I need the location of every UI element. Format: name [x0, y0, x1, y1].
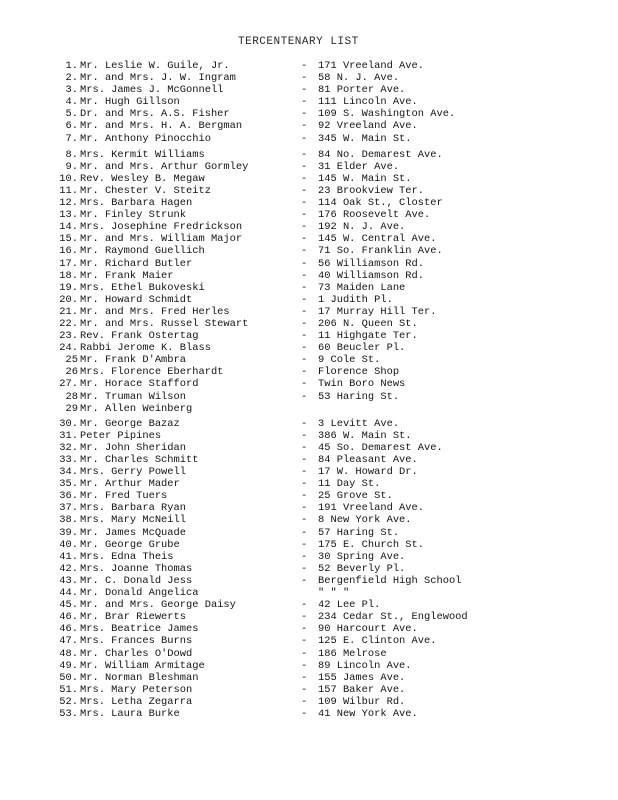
entry-name: Mr. and Mrs. Fred Herles: [80, 305, 230, 318]
list-item: [0, 418, 618, 430]
entry-address: 125 E. Clinton Ave.: [318, 635, 437, 648]
entry-name: Mr. Chester V. Steitz: [80, 184, 211, 197]
entry-number: 33.: [59, 454, 78, 466]
entry-number: 49.: [59, 659, 78, 672]
entry-number: 8.: [65, 148, 78, 161]
entry-name: Mrs. Florence Eberhardt: [80, 366, 224, 379]
entry-name: Mrs. Mary Peterson: [80, 683, 193, 696]
entry-dash: -: [301, 429, 308, 442]
list-item: [0, 611, 618, 623]
entry-address: 145 W. Central Ave.: [318, 233, 437, 246]
entry-address: 92 Vreeland Ave.: [318, 120, 418, 133]
entry-dash: -: [301, 330, 308, 343]
entry-number: 19.: [59, 281, 78, 294]
entry-number: 5.: [65, 108, 78, 121]
list-item: [0, 221, 618, 233]
entry-address: 145 W. Main St.: [318, 172, 412, 185]
entry-dash: -: [301, 390, 308, 403]
entry-dash: -: [301, 132, 308, 145]
entry-address: 71 So. Franklin Ave.: [318, 245, 443, 258]
entry-number: 53.: [59, 707, 78, 720]
entry-number: 26: [65, 366, 78, 379]
list-item: [0, 696, 618, 708]
entry-address: 109 S. Washington Ave.: [318, 108, 456, 121]
list-item: [0, 466, 618, 478]
list-item: [0, 403, 618, 415]
entry-number: 15.: [59, 233, 78, 246]
entry-number: 18.: [59, 269, 78, 282]
entry-dash: -: [301, 574, 308, 587]
entry-address: 57 Haring St.: [318, 526, 400, 539]
entry-name: Mr. George Bazaz: [80, 417, 180, 430]
entry-dash: -: [301, 526, 308, 539]
list-item: [0, 282, 618, 294]
entry-name: Mr. William Armitage: [80, 659, 205, 672]
list-item: [0, 391, 618, 403]
tercentenary-list: [0, 60, 618, 720]
list-item: [0, 161, 618, 173]
entry-number: 29: [65, 402, 78, 415]
entry-number: 13.: [59, 209, 78, 222]
list-item: [0, 318, 618, 330]
entry-address: 17 W. Howard Dr.: [318, 466, 418, 479]
entry-dash: -: [301, 160, 308, 173]
entry-number: 44.: [59, 587, 78, 600]
entry-address: 1 Judith Pl.: [318, 293, 393, 306]
entry-name: Mr. Truman Wilson: [80, 390, 187, 403]
entry-address: 25 Grove St.: [318, 490, 393, 503]
entry-number: 20.: [59, 293, 78, 306]
entry-address: 17 Murray Hill Ter.: [318, 305, 437, 318]
entry-dash: -: [301, 342, 308, 355]
entry-address: 109 Wilbur Rd.: [318, 695, 406, 708]
entry-address: 60 Beucler Pl.: [318, 342, 406, 355]
list-item: [0, 330, 618, 342]
entry-dash: -: [301, 172, 308, 185]
list-item: [0, 490, 618, 502]
entry-address: " " ": [318, 587, 350, 600]
list-item: [0, 209, 618, 221]
entry-address: Florence Shop: [318, 366, 400, 379]
entry-address: 42 Lee Pl.: [318, 599, 381, 612]
list-item: [0, 442, 618, 454]
entry-name: Mr. Brar Riewerts: [80, 611, 187, 624]
entry-address: Bergenfield High School: [318, 574, 462, 587]
entry-dash: -: [301, 221, 308, 234]
list-item: [0, 587, 618, 599]
entry-address: 9 Cole St.: [318, 354, 381, 367]
list-item: [0, 133, 618, 145]
entry-name: Rev. Frank Ostertag: [80, 330, 199, 343]
list-item: [0, 623, 618, 635]
entry-dash: -: [301, 209, 308, 222]
entry-number: 23.: [59, 330, 78, 343]
entry-address: 386 W. Main St.: [318, 429, 412, 442]
entry-dash: -: [301, 233, 308, 246]
entry-number: 40.: [59, 538, 78, 551]
entry-name: Mr. Charles O'Dowd: [80, 647, 193, 660]
entry-address: 11 Day St.: [318, 478, 381, 491]
entry-name: Mr. Finley Strunk: [80, 209, 187, 222]
entry-name: Mr. Horace Stafford: [80, 378, 199, 391]
entry-number: 25: [65, 354, 78, 367]
entry-number: 45.: [59, 599, 78, 612]
entry-address: 155 James Ave.: [318, 671, 406, 684]
list-item: [0, 708, 618, 720]
list-item: [0, 354, 618, 366]
entry-address: 52 Beverly Pl.: [318, 562, 406, 575]
entry-dash: -: [301, 84, 308, 97]
entry-address: 176 Roosevelt Ave.: [318, 209, 431, 222]
list-item: [0, 599, 618, 611]
list-item: [0, 245, 618, 257]
entry-number: 14.: [59, 221, 78, 234]
entry-name: Mrs. Mary McNeill: [80, 514, 187, 527]
entry-name: Rev. Wesley B. Megaw: [80, 172, 205, 185]
page-title: TERCENTENARY LIST: [238, 36, 359, 48]
entry-address: 114 Oak St., Closter: [318, 197, 443, 210]
entry-dash: -: [301, 707, 308, 720]
entry-name: Peter Pipines: [80, 429, 162, 442]
entry-name: Mr. and Mrs. Arthur Gormley: [80, 160, 249, 173]
entry-name: Mr. Richard Butler: [80, 257, 193, 270]
entry-dash: -: [301, 281, 308, 294]
list-item: [0, 72, 618, 84]
list-item: [0, 173, 618, 185]
entry-name: Mrs. Laura Burke: [80, 707, 180, 720]
entry-dash: -: [301, 72, 308, 85]
entry-address: 40 Williamson Rd.: [318, 269, 425, 282]
list-item: [0, 684, 618, 696]
entry-name: Mr. and Mrs. George Daisy: [80, 599, 236, 612]
entry-address: 8 New York Ave.: [318, 514, 412, 527]
list-item: [0, 527, 618, 539]
entry-dash: -: [301, 366, 308, 379]
entry-address: 171 Vreeland Ave.: [318, 60, 425, 72]
entry-name: Mr. C. Donald Jess: [80, 574, 193, 587]
entry-number: 36.: [59, 490, 78, 503]
entry-name: Mr. Donald Angelica: [80, 587, 199, 600]
entry-number: 31.: [59, 429, 78, 442]
entry-number: 28: [65, 390, 78, 403]
list-item: [0, 502, 618, 514]
entry-dash: -: [301, 683, 308, 696]
entry-number: 6.: [65, 120, 78, 133]
entry-number: 41.: [59, 550, 78, 563]
list-item: [0, 270, 618, 282]
entry-name: Mr. and Mrs. Russel Stewart: [80, 317, 249, 330]
entry-name: Mrs. Edna Theis: [80, 550, 174, 563]
entry-dash: -: [301, 599, 308, 612]
entry-dash: -: [301, 354, 308, 367]
entry-address: 30 Spring Ave.: [318, 550, 406, 563]
entry-number: 46.: [59, 611, 78, 624]
entry-dash: -: [301, 293, 308, 306]
list-item: [0, 672, 618, 684]
entry-name: Mrs. Letha Zegarra: [80, 695, 193, 708]
entry-dash: -: [301, 305, 308, 318]
entry-address: 206 N. Queen St.: [318, 317, 418, 330]
list-item: [0, 96, 618, 108]
entry-name: Mrs. Barbara Hagen: [80, 197, 193, 210]
entry-number: 38.: [59, 514, 78, 527]
entry-number: 21.: [59, 305, 78, 318]
entry-name: Mrs. Gerry Powell: [80, 466, 187, 479]
list-item: [0, 430, 618, 442]
list-item: [0, 539, 618, 551]
list-item: [0, 294, 618, 306]
entry-name: Mr. and Mrs. H. A. Bergman: [80, 120, 243, 133]
list-item: [0, 185, 618, 197]
entry-name: Mrs. Beatrice James: [80, 623, 199, 636]
entry-number: 39.: [59, 526, 78, 539]
entry-dash: -: [301, 245, 308, 258]
list-item: [0, 635, 618, 647]
entry-name: Mr. Arthur Mader: [80, 478, 180, 491]
entry-number: 35.: [59, 478, 78, 491]
entry-name: Mrs. Josephine Fredrickson: [80, 221, 243, 234]
entry-address: 56 Williamson Rd.: [318, 257, 425, 270]
entry-number: 34.: [59, 466, 78, 479]
list-item: [0, 108, 618, 120]
entry-name: Mr. Raymond Guellich: [80, 245, 205, 258]
entry-number: 43.: [59, 574, 78, 587]
entry-address: 111 Lincoln Ave.: [318, 96, 418, 109]
entry-name: Mr. George Grube: [80, 538, 180, 551]
entry-dash: -: [301, 441, 308, 454]
entry-dash: -: [301, 647, 308, 660]
entry-address: 191 Vreeland Ave.: [318, 502, 425, 515]
entry-name: Mr. Howard Schmidt: [80, 293, 193, 306]
entry-name: Mrs. James J. McGonnell: [80, 84, 224, 97]
entry-dash: -: [301, 635, 308, 648]
entry-number: 27.: [59, 378, 78, 391]
entry-number: 3.: [65, 84, 78, 97]
entry-number: 12.: [59, 197, 78, 210]
entry-name: Mr. Charles Schmitt: [80, 454, 199, 466]
entry-dash: -: [301, 550, 308, 563]
entry-number: 9.: [65, 160, 78, 173]
entry-address: 90 Harcourt Ave.: [318, 623, 418, 636]
entry-number: 47.: [59, 635, 78, 648]
entry-name: Mrs. Ethel Bukoveski: [80, 281, 205, 294]
entry-dash: -: [301, 490, 308, 503]
entry-dash: -: [301, 120, 308, 133]
entry-number: 22.: [59, 317, 78, 330]
entry-dash: -: [301, 257, 308, 270]
entry-address: 73 Maiden Lane: [318, 281, 406, 294]
entry-dash: -: [301, 466, 308, 479]
entry-name: Mr. Hugh Gillson: [80, 96, 180, 109]
entry-number: 16.: [59, 245, 78, 258]
list-item: [0, 149, 618, 161]
entry-dash: -: [301, 184, 308, 197]
entry-name: Mr. Anthony Pinocchio: [80, 132, 211, 145]
entry-number: 37.: [59, 502, 78, 515]
list-item: [0, 233, 618, 245]
entry-address: Twin Boro News: [318, 378, 406, 391]
entry-name: Mrs. Barbara Ryan: [80, 502, 187, 515]
entry-number: 1.: [65, 60, 78, 72]
entry-dash: -: [301, 148, 308, 161]
entry-address: 23 Brookview Ter.: [318, 184, 425, 197]
entry-number: 32.: [59, 441, 78, 454]
list-item: [0, 84, 618, 96]
entry-name: Mr. Allen Weinberg: [80, 402, 193, 415]
entry-address: 186 Melrose: [318, 647, 387, 660]
list-item: [0, 551, 618, 563]
entry-dash: -: [301, 378, 308, 391]
entry-number: 24.: [59, 342, 78, 355]
entry-dash: -: [301, 417, 308, 430]
entry-number: 11.: [59, 184, 78, 197]
entry-dash: -: [301, 96, 308, 109]
entry-name: Mrs. Frances Burns: [80, 635, 193, 648]
list-item: [0, 575, 618, 587]
entry-address: 175 E. Church St.: [318, 538, 425, 551]
entry-name: Mr. Frank D'Ambra: [80, 354, 187, 367]
list-item: [0, 197, 618, 209]
entry-dash: -: [301, 659, 308, 672]
entry-dash: -: [301, 478, 308, 491]
list-item: [0, 120, 618, 132]
entry-number: 52.: [59, 695, 78, 708]
entry-address: 3 Levitt Ave.: [318, 417, 400, 430]
list-item: [0, 378, 618, 390]
entry-dash: -: [301, 611, 308, 624]
entry-address: 53 Haring St.: [318, 390, 400, 403]
list-item: [0, 648, 618, 660]
entry-name: Mr. Norman Bleshman: [80, 671, 199, 684]
entry-address: 81 Porter Ave.: [318, 84, 406, 97]
entry-name: Dr. and Mrs. A.S. Fisher: [80, 108, 230, 121]
entry-number: 7.: [65, 132, 78, 145]
entry-name: Mrs. Joanne Thomas: [80, 562, 193, 575]
entry-dash: -: [301, 269, 308, 282]
entry-number: 17.: [59, 257, 78, 270]
entry-dash: -: [301, 538, 308, 551]
entry-number: 2.: [65, 72, 78, 85]
list-item: [0, 258, 618, 270]
entry-address: 31 Elder Ave.: [318, 160, 400, 173]
entry-name: Mr. John Sheridan: [80, 441, 187, 454]
list-item: [0, 454, 618, 466]
entry-dash: -: [301, 562, 308, 575]
entry-address: 157 Baker Ave.: [318, 683, 406, 696]
list-item: [0, 478, 618, 490]
entry-number: 51.: [59, 683, 78, 696]
entry-number: 42.: [59, 562, 78, 575]
list-item: [0, 563, 618, 575]
entry-dash: -: [301, 60, 308, 72]
entry-name: Mr. and Mrs. William Major: [80, 233, 243, 246]
entry-dash: -: [301, 454, 308, 466]
list-item: [0, 60, 618, 72]
entry-dash: -: [301, 108, 308, 121]
entry-number: 4.: [65, 96, 78, 109]
entry-number: 46.: [59, 623, 78, 636]
list-item: [0, 342, 618, 354]
list-item: [0, 514, 618, 526]
entry-address: 345 W. Main St.: [318, 132, 412, 145]
entry-dash: -: [301, 671, 308, 684]
list-item: [0, 366, 618, 378]
entry-address: 84 Pleasant Ave.: [318, 454, 418, 466]
entry-address: 11 Highgate Ter.: [318, 330, 418, 343]
entry-number: 48.: [59, 647, 78, 660]
entry-name: Mrs. Kermit Williams: [80, 148, 205, 161]
entry-address: 41 New York Ave.: [318, 707, 418, 720]
entry-address: 58 N. J. Ave.: [318, 72, 400, 85]
entry-dash: -: [301, 623, 308, 636]
entry-name: Mr. Frank Maier: [80, 269, 174, 282]
entry-dash: -: [301, 317, 308, 330]
entry-dash: -: [301, 695, 308, 708]
entry-name: Rabbi Jerome K. Blass: [80, 342, 211, 355]
entry-dash: -: [301, 514, 308, 527]
list-item: [0, 660, 618, 672]
entry-address: 192 N. J. Ave.: [318, 221, 406, 234]
entry-dash: -: [301, 502, 308, 515]
list-item: [0, 306, 618, 318]
entry-name: Mr. James McQuade: [80, 526, 187, 539]
entry-dash: -: [301, 197, 308, 210]
entry-name: Mr. Fred Tuers: [80, 490, 168, 503]
entry-number: 10.: [59, 172, 78, 185]
entry-number: 50.: [59, 671, 78, 684]
entry-name: Mr. Leslie W. Guile, Jr.: [80, 60, 230, 72]
entry-address: 89 Lincoln Ave.: [318, 659, 412, 672]
entry-address: 234 Cedar St., Englewood: [318, 611, 468, 624]
entry-number: 30.: [59, 417, 78, 430]
entry-address: 84 No. Demarest Ave.: [318, 148, 443, 161]
entry-address: 45 So. Demarest Ave.: [318, 441, 443, 454]
entry-name: Mr. and Mrs. J. W. Ingram: [80, 72, 236, 85]
